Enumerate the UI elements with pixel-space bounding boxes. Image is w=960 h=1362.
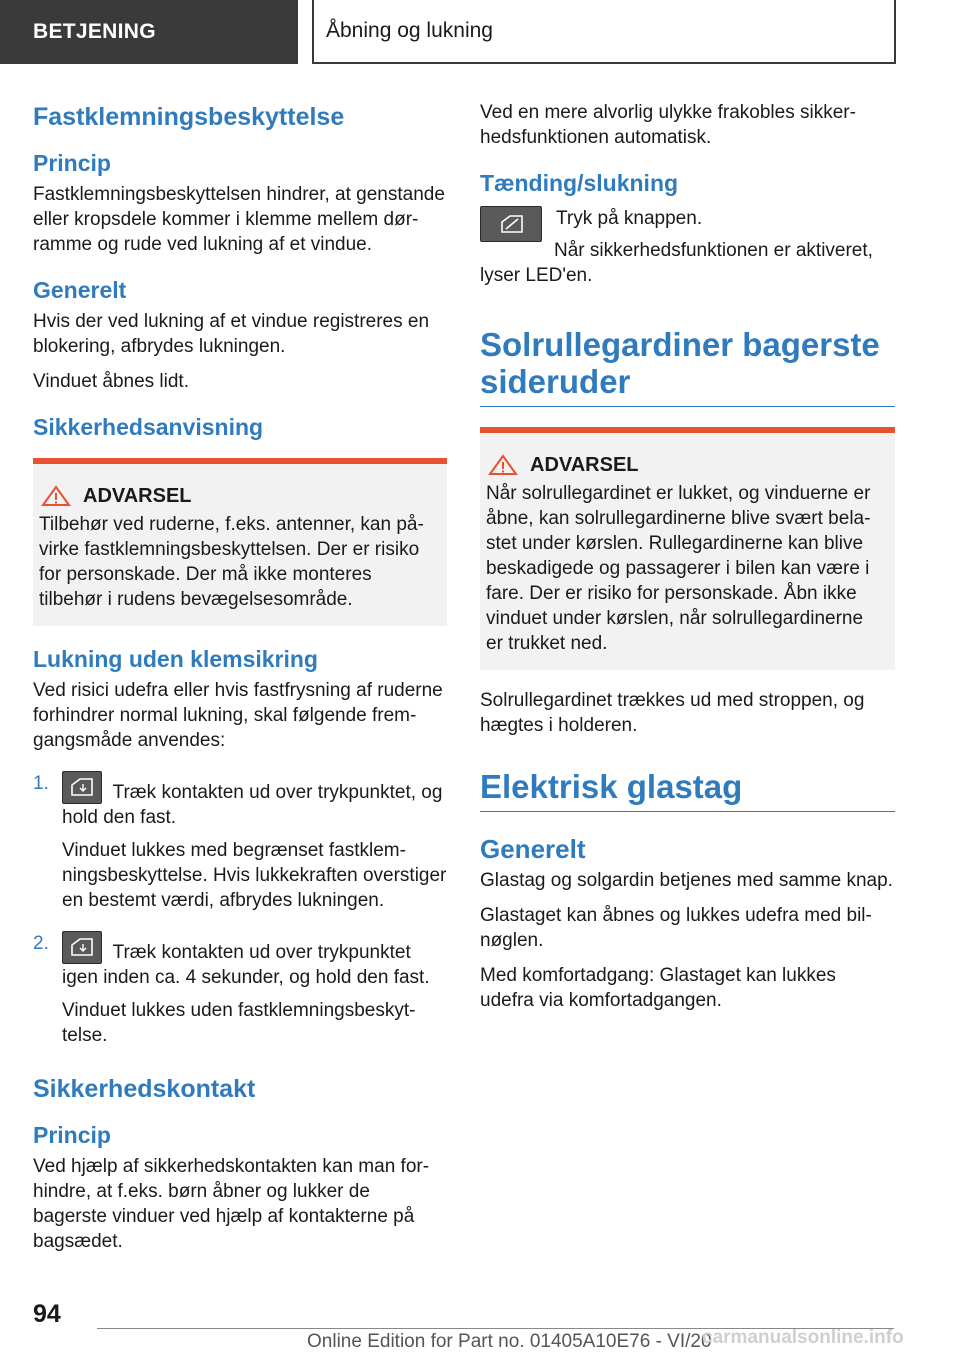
intro-text: Ved en mere alvorlig ulykke frakobles sikkerhedsfunktionen automatisk. xyxy=(480,102,856,148)
step-note: Vinduet lukkes uden fastklemningsbeskyttelse. xyxy=(62,1000,416,1046)
onoff-text-1: Tryk på knappen. xyxy=(556,208,703,229)
step-text xyxy=(62,931,447,990)
onoff-row xyxy=(480,206,895,242)
chapter-label: Åbning og lukning xyxy=(312,0,896,64)
step-text-label: Træk kontakten ud over trykpunktet igen inden ca. 4 sekunder, og hold den fast. xyxy=(62,942,430,988)
warning-text: Tilbehør ved ruderne, f.eks. antenner, kan påvirke fastklemningsbeskyttelsen. Der er risiko for personskade. Der må ikke monteres tilbehør i rudens bevægelsesområde. xyxy=(39,514,424,610)
warning-box xyxy=(480,427,895,670)
general-text-1: Hvis der ved lukning af et vindue registreres en blokering, afbrydes lukningen. xyxy=(33,311,430,357)
warning-text: Når solrullegardinet er lukket, og vinduerne er åbne, kan solrullegardinerne blive svært belastet under kørslen. Rullegardinerne kan blive beskadigede og passagerer i bilen kan være i fare. Der er risiko for personskade. Åbn ikke vinduet under kørslen, når solrullegardinerne er trukket ned. xyxy=(486,483,871,654)
warning-label: ADVARSEL xyxy=(83,485,192,507)
general-heading: Generelt xyxy=(33,277,127,303)
page-header xyxy=(0,0,960,66)
warning-title xyxy=(486,453,885,477)
blinds-title: Solrullegardiner bagerste sideruder xyxy=(480,326,895,407)
pinch-protection-title: Fastklemningsbeskyttelse xyxy=(33,103,345,131)
window-switch-icon xyxy=(62,931,102,964)
warning-title xyxy=(39,484,437,508)
page-number: 94 xyxy=(33,1300,61,1328)
principle-text: Fastklemningsbeskyttelsen hindrer, at genstande eller kropsdele kommer i klemme mellem dørramme og rude ved lukning af et vindue. xyxy=(33,184,445,255)
step-number: 1. xyxy=(33,773,49,794)
list-item xyxy=(33,771,447,913)
contact-text: Ved hjælp af sikkerhedskontakten kan man forhindre, at f.eks. børn åbner og lukker de bagerste vinduer ved hjælp af kontakterne på bagsædet. xyxy=(33,1156,430,1252)
principle-heading: Princip xyxy=(33,150,111,176)
safety-switch-title: Sikkerhedskontakt xyxy=(33,1075,256,1103)
watermark: carmanualsonline.info xyxy=(702,1327,904,1348)
roof-text-3: Med komfortadgang: Glastaget kan lukkes udefra via komfortadgangen. xyxy=(480,965,836,1011)
window-lock-button-icon xyxy=(480,206,542,242)
list-item xyxy=(33,931,447,1048)
glass-roof-title: Elektrisk glastag xyxy=(480,768,895,812)
warning-box xyxy=(33,458,447,626)
warning-label: ADVARSEL xyxy=(530,454,639,476)
left-column xyxy=(33,100,447,1264)
step-note: Vinduet lukkes med begrænset fastklemningsbeskyttelse. Hvis lukkekraften overstiger en bestemt værdi, afbrydes lukningen. xyxy=(62,840,447,911)
roof-text-1: Glastag og solgardin betjenes med samme knap. xyxy=(480,870,893,891)
edition-text: Online Edition for Part no. 01405A10E76 - VI/20 xyxy=(307,1331,712,1352)
closing-heading: Lukning uden klemsikring xyxy=(33,646,318,672)
contact-principle-heading: Princip xyxy=(33,1122,111,1148)
safety-heading: Sikkerhedsanvisning xyxy=(33,414,264,440)
blinds-text: Solrullegardinet trækkes ud med stroppen, og hægtes i holderen. xyxy=(480,690,865,736)
roof-text-2: Glastaget kan åbnes og lukkes udefra med bilnøglen. xyxy=(480,905,872,951)
general-text-2: Vinduet åbnes lidt. xyxy=(33,371,189,392)
onoff-heading: Tænding/slukning xyxy=(480,170,679,196)
step-text xyxy=(62,771,447,830)
right-column xyxy=(480,100,895,1023)
section-label: BETJENING xyxy=(0,0,298,64)
roof-general-heading: Generelt xyxy=(480,834,586,864)
warning-triangle-icon xyxy=(39,485,73,507)
onoff-text-2: Når sikkerhedsfunktionen er aktiveret, lyser LED'en. xyxy=(480,240,873,286)
closing-text: Ved risici udefra eller hvis fastfrysning af ruderne forhindrer normal lukning, skal følgende fremgangsmåde anvendes: xyxy=(33,680,443,751)
window-switch-icon xyxy=(62,771,102,804)
warning-triangle-icon xyxy=(486,454,520,476)
step-number: 2. xyxy=(33,933,49,954)
step-text-label: Træk kontakten ud over trykpunktet, og hold den fast. xyxy=(62,782,443,828)
